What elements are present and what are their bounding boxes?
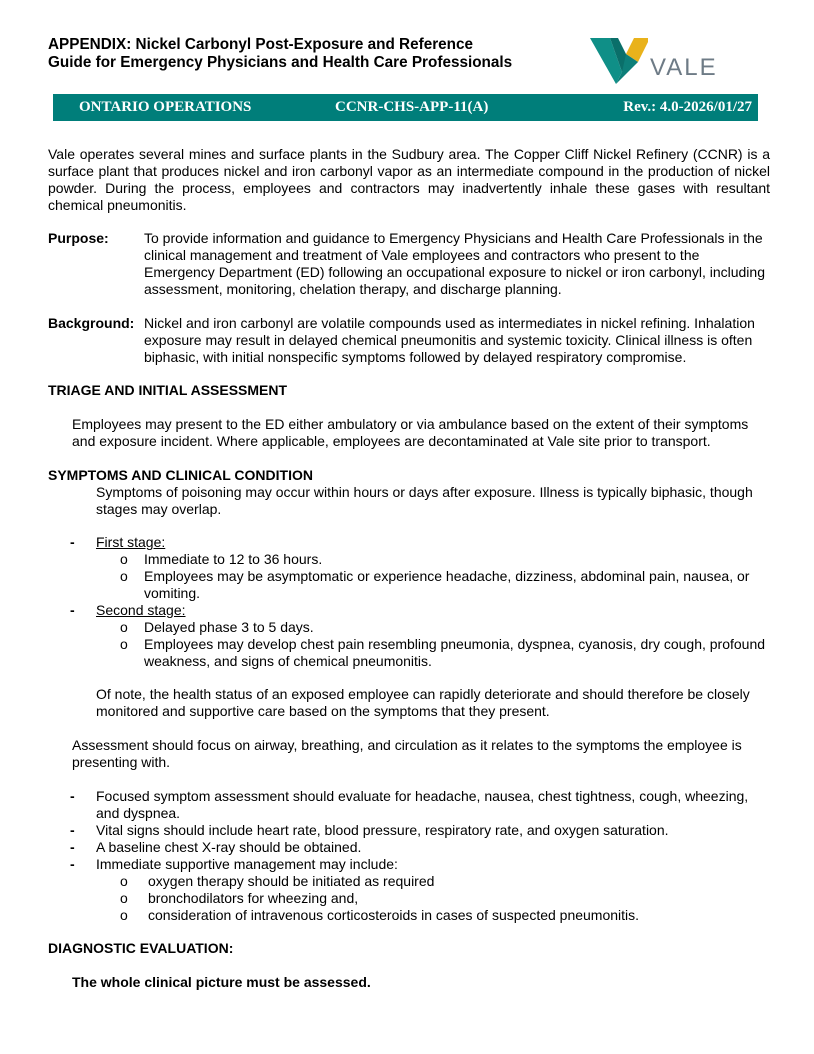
supportive-item: consideration of intravenous corticosteroids in cases of suspected pneumonitis. <box>148 907 640 923</box>
sub-bullet-icon: o <box>120 568 128 584</box>
purpose-text: To provide information and guidance to Emergency Physicians and Health Care Professionals in the clinical management and treatment of Vale employees and contractors who present to the Emergency Department (ED) following an occupational exposure to nickel or iron carbonyl, including assessment, monitoring, chelation therapy, and discharge planning. <box>144 230 765 297</box>
document-banner <box>53 94 758 121</box>
first-stage-label: First stage: <box>96 534 166 550</box>
first-stage-item: Immediate to 12 to 36 hours. <box>144 551 323 567</box>
intro-paragraph: Vale operates several mines and surface plants in the Sudbury area. The Copper Cliff Nickel Refinery (CCNR) is a surface plant that produces nickel and iron carbonyl vapor as an intermediate compound in the production of nickel powder. During the process, employees and contractors may inadvertently inhale these gases with resultant chemical pneumonitis. <box>48 146 770 213</box>
list-bullet: - <box>70 856 75 872</box>
second-stage-bullet: - <box>70 602 75 618</box>
sub-bullet-icon: o <box>120 619 128 635</box>
second-stage-item: Delayed phase 3 to 5 days. <box>144 619 314 635</box>
symptoms-intro: Symptoms of poisoning may occur within hours or days after exposure. Illness is typically biphasic, though stages may overlap. <box>96 484 753 517</box>
title-line-2: Guide for Emergency Physicians and Health Care Professionals <box>48 54 513 71</box>
assessment-item: Immediate supportive management may include: <box>96 856 398 872</box>
banner-revision: Rev.: 4.0-2026/01/27 <box>623 99 752 115</box>
symptoms-note: Of note, the health status of an exposed employee can rapidly deteriorate and should therefore be closely monitored and supportive care based on the symptoms that they present. <box>96 686 750 719</box>
list-bullet: - <box>70 839 75 855</box>
second-stage-label: Second stage: <box>96 602 186 618</box>
assessment-item: A baseline chest X-ray should be obtained. <box>96 839 362 855</box>
sub-bullet-icon: o <box>120 873 128 889</box>
banner-document-code: CCNR-CHS-APP-11(A) <box>335 99 489 115</box>
supportive-item: bronchodilators for wheezing and, <box>148 890 359 906</box>
title-line-1: APPENDIX: Nickel Carbonyl Post-Exposure and Reference <box>48 36 474 53</box>
diagnostic-text: The whole clinical picture must be assessed. <box>72 974 371 990</box>
symptoms-heading: SYMPTOMS AND CLINICAL CONDITION <box>48 467 313 483</box>
assessment-item: Vital signs should include heart rate, blood pressure, respiratory rate, and oxygen saturation. <box>96 822 669 838</box>
sub-bullet-icon: o <box>120 890 128 906</box>
banner-operations: ONTARIO OPERATIONS <box>79 99 252 115</box>
first-stage-bullet: - <box>70 534 75 550</box>
sub-bullet-icon: o <box>120 907 128 923</box>
sub-bullet-icon: o <box>120 636 128 652</box>
vale-logo-mark-icon <box>588 32 648 88</box>
sub-bullet-icon: o <box>120 551 128 567</box>
triage-heading: TRIAGE AND INITIAL ASSESSMENT <box>48 382 288 398</box>
assessment-intro: Assessment should focus on airway, breathing, and circulation as it relates to the symptoms the employee is presenting with. <box>72 737 742 770</box>
background-label: Background: <box>48 315 135 331</box>
first-stage-item: Employees may be asymptomatic or experience headache, dizziness, abdominal pain, nausea, or vomiting. <box>144 568 750 601</box>
list-bullet: - <box>70 822 75 838</box>
list-bullet: - <box>70 788 75 804</box>
triage-text: Employees may present to the ED either ambulatory or via ambulance based on the extent of their symptoms and exposure incident. Where applicable, employees are decontaminated at Vale site prior to transport. <box>72 416 749 449</box>
assessment-item: Focused symptom assessment should evaluate for headache, nausea, chest tightness, cough, wheezing, and dyspnea. <box>96 788 749 821</box>
diagnostic-heading: DIAGNOSTIC EVALUATION: <box>48 940 234 956</box>
background-text: Nickel and iron carbonyl are volatile compounds used as intermediates in nickel refining. Inhalation exposure may result in delayed chemical pneumonitis and systemic toxicity. Clinical illness is often biphasic, with initial nonspecific symptoms followed by delayed respiratory compromise. <box>144 315 755 365</box>
vale-logo <box>588 32 716 88</box>
purpose-label: Purpose: <box>48 230 109 246</box>
second-stage-item: Employees may develop chest pain resembling pneumonia, dyspnea, cyanosis, dry cough, profound weakness, and signs of chemical pneumonitis. <box>144 636 766 669</box>
document-title <box>48 36 512 72</box>
supportive-item: oxygen therapy should be initiated as required <box>148 873 435 889</box>
logo-text: VALE <box>650 54 718 81</box>
